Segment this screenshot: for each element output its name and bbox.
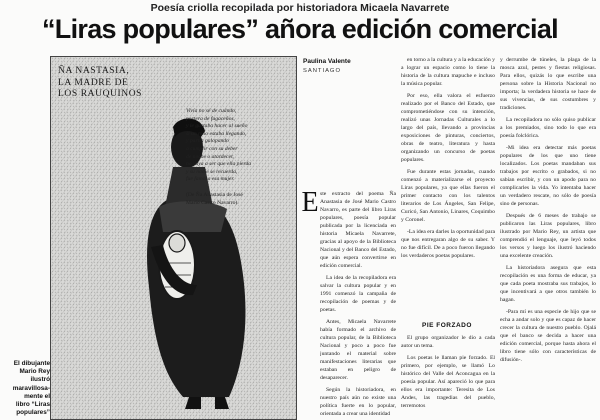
paragraph: Antes, Micaela Navarrete había formado el archivo de cultura popular, de la Biblioteca Nacional y poco a poco fue juntando el material sobre manifestaciones literarias que estaban en peligro de desaparecer. bbox=[320, 319, 396, 381]
drop-cap: E bbox=[301, 187, 319, 218]
paragraph: Los poetas le llaman pie forzado. El primero, por ejemplo, se llamó Lo histórico del Valle del Aconcagua en la poesía popular. Así apareció lo que para ellos era importante: Teresita de Los Andes, las tragedias del pueblo, terremotos bbox=[401, 355, 495, 409]
paragraph: La idea de la recopiladora era salvar la cultura popular y en 1991 comenzó la campaña de recopilación de poemas y de poetas. bbox=[320, 275, 396, 313]
paragraph: -La idea era darles la oportunidad para que nos entregaran algo de su saber. Y no fue difícil. De a poco fueron llegando los verdaderos poetas populares. bbox=[401, 229, 495, 259]
paragraph: El grupo organizador le dio a cada autor un tema. bbox=[401, 335, 495, 349]
article-column-2-lower bbox=[401, 334, 495, 418]
paragraph: La recopiladora no sólo quiso publicar a los premiados, sino todo lo que era poesía folclórica. bbox=[500, 117, 596, 139]
kicker: Poesía criolla recopilada por historiadora Micaela Navarrete bbox=[150, 2, 450, 14]
paragraph: y derrumbe de túneles, la plaga de la mosca azul, pestes y fiestas religiosas. Para ellos, quizás lo que escribe una persona sobre la Historia Nacional no importa; la verdadera historia se hace de sus vivencias, de sus costumbres y tradiciones. bbox=[500, 57, 596, 111]
byline-place: SANTIAGO bbox=[303, 68, 341, 74]
poem-credit: (De Ña Anastasia de José Mario Castro Navarro). bbox=[186, 192, 243, 206]
poem-excerpt: Vivía no sé de cuándo, portera de fugaceños, y le gustaba hacer al sueño si un niño estaba llegando, y partía galopando a cumplir con su deber de noche o atardecer, no vaya a ser que ella pierda y su nadie se recuerda, fue famosa esa mujer. bbox=[186, 108, 252, 183]
article-column-2 bbox=[401, 56, 495, 318]
paragraph: ste extracto del poema Ña Anastasia de José Mario Castro Navarro, es parte del libro Liras populares, poesía popular publicada por la licenciada en historia Micaela Navarrete, gracias al apoyo de la Biblioteca Nacional y del Banco del Estado, que aún espera convertirse en edición comercial. bbox=[320, 191, 396, 269]
byline-author: Paulina Valente bbox=[303, 58, 351, 65]
paragraph: Por eso, ella valora el esfuerzo realizado por el Banco del Estado, que comprometiéndose con su intención, realizó unas Jornadas Culturales a lo largo del país, llevando a provincias exposiciones de pinturas, conciertos, obras de teatro, literatura y hasta organizando un concurso de poetas populares. bbox=[401, 93, 495, 163]
paragraph: en torno a la cultura y a la educación y a lograr un espacio como lo tiene la historia de la cultura mapuche e incluso la música popular. bbox=[401, 57, 495, 87]
paragraph: Según la historiadora, en nuestro país aún no existe una política fuerte en lo popular, orientada a crear una identidad bbox=[320, 387, 396, 417]
photo-caption: El dibujante Mario Rey ilustró maravillosa- mente el libro “Liras populares” bbox=[12, 360, 50, 417]
illustration-title: ÑA NASTASIA, LA MADRE DE LOS RAUQUINOS bbox=[58, 66, 143, 99]
paragraph: -Para mí es una especie de hijo que se echa a andar solo y que es capaz de hacer crecer la cultura de nuestro pueblo. Ojalá que el banco se decida a hacer una edición comercial, porque hasta ahora el libro tiene sólo con características de difusión-. bbox=[500, 309, 596, 363]
paragraph: Fue durante estas jornadas, cuando comenzó a materializarse el proyecto Liras populares, ya que ellas fueron el primer contacto con los talentos literarios de Los Ángeles, San Felipe, Curicó, San Antonio, Linares, Coquimbo y Coronel. bbox=[401, 169, 495, 223]
subhead: PIE FORZADO bbox=[422, 322, 472, 329]
paragraph: Después de 6 meses de trabajo se publicaron las Liras populares, libro ilustrado por Mario Rey, un artista que comprendió el lenguaje, que leyó todos los versos y luego los ilustró haciendo una excelente creación. bbox=[500, 213, 596, 259]
paragraph: -Mi idea era detectar más poetas populares de los que uno tiene localizados. Los poetas mandaban sus trabajos por escrito o grabados, si no sabían escribir, y con un apodo para no complicarles la vida. Yo intentaba hacer un verdadero rescate, no sólo de poesía sino de personas. bbox=[500, 145, 596, 207]
paragraph: La historiadora asegura que esta recopilación es una forma de educar, ya que cada poeta mostraba sus trabajos, lo que incentivará a que otros también lo hagan. bbox=[500, 265, 596, 303]
article-column-3 bbox=[500, 56, 596, 418]
article-column-1 bbox=[320, 190, 396, 418]
headline: “Liras populares” añora edición comercial bbox=[42, 14, 558, 44]
